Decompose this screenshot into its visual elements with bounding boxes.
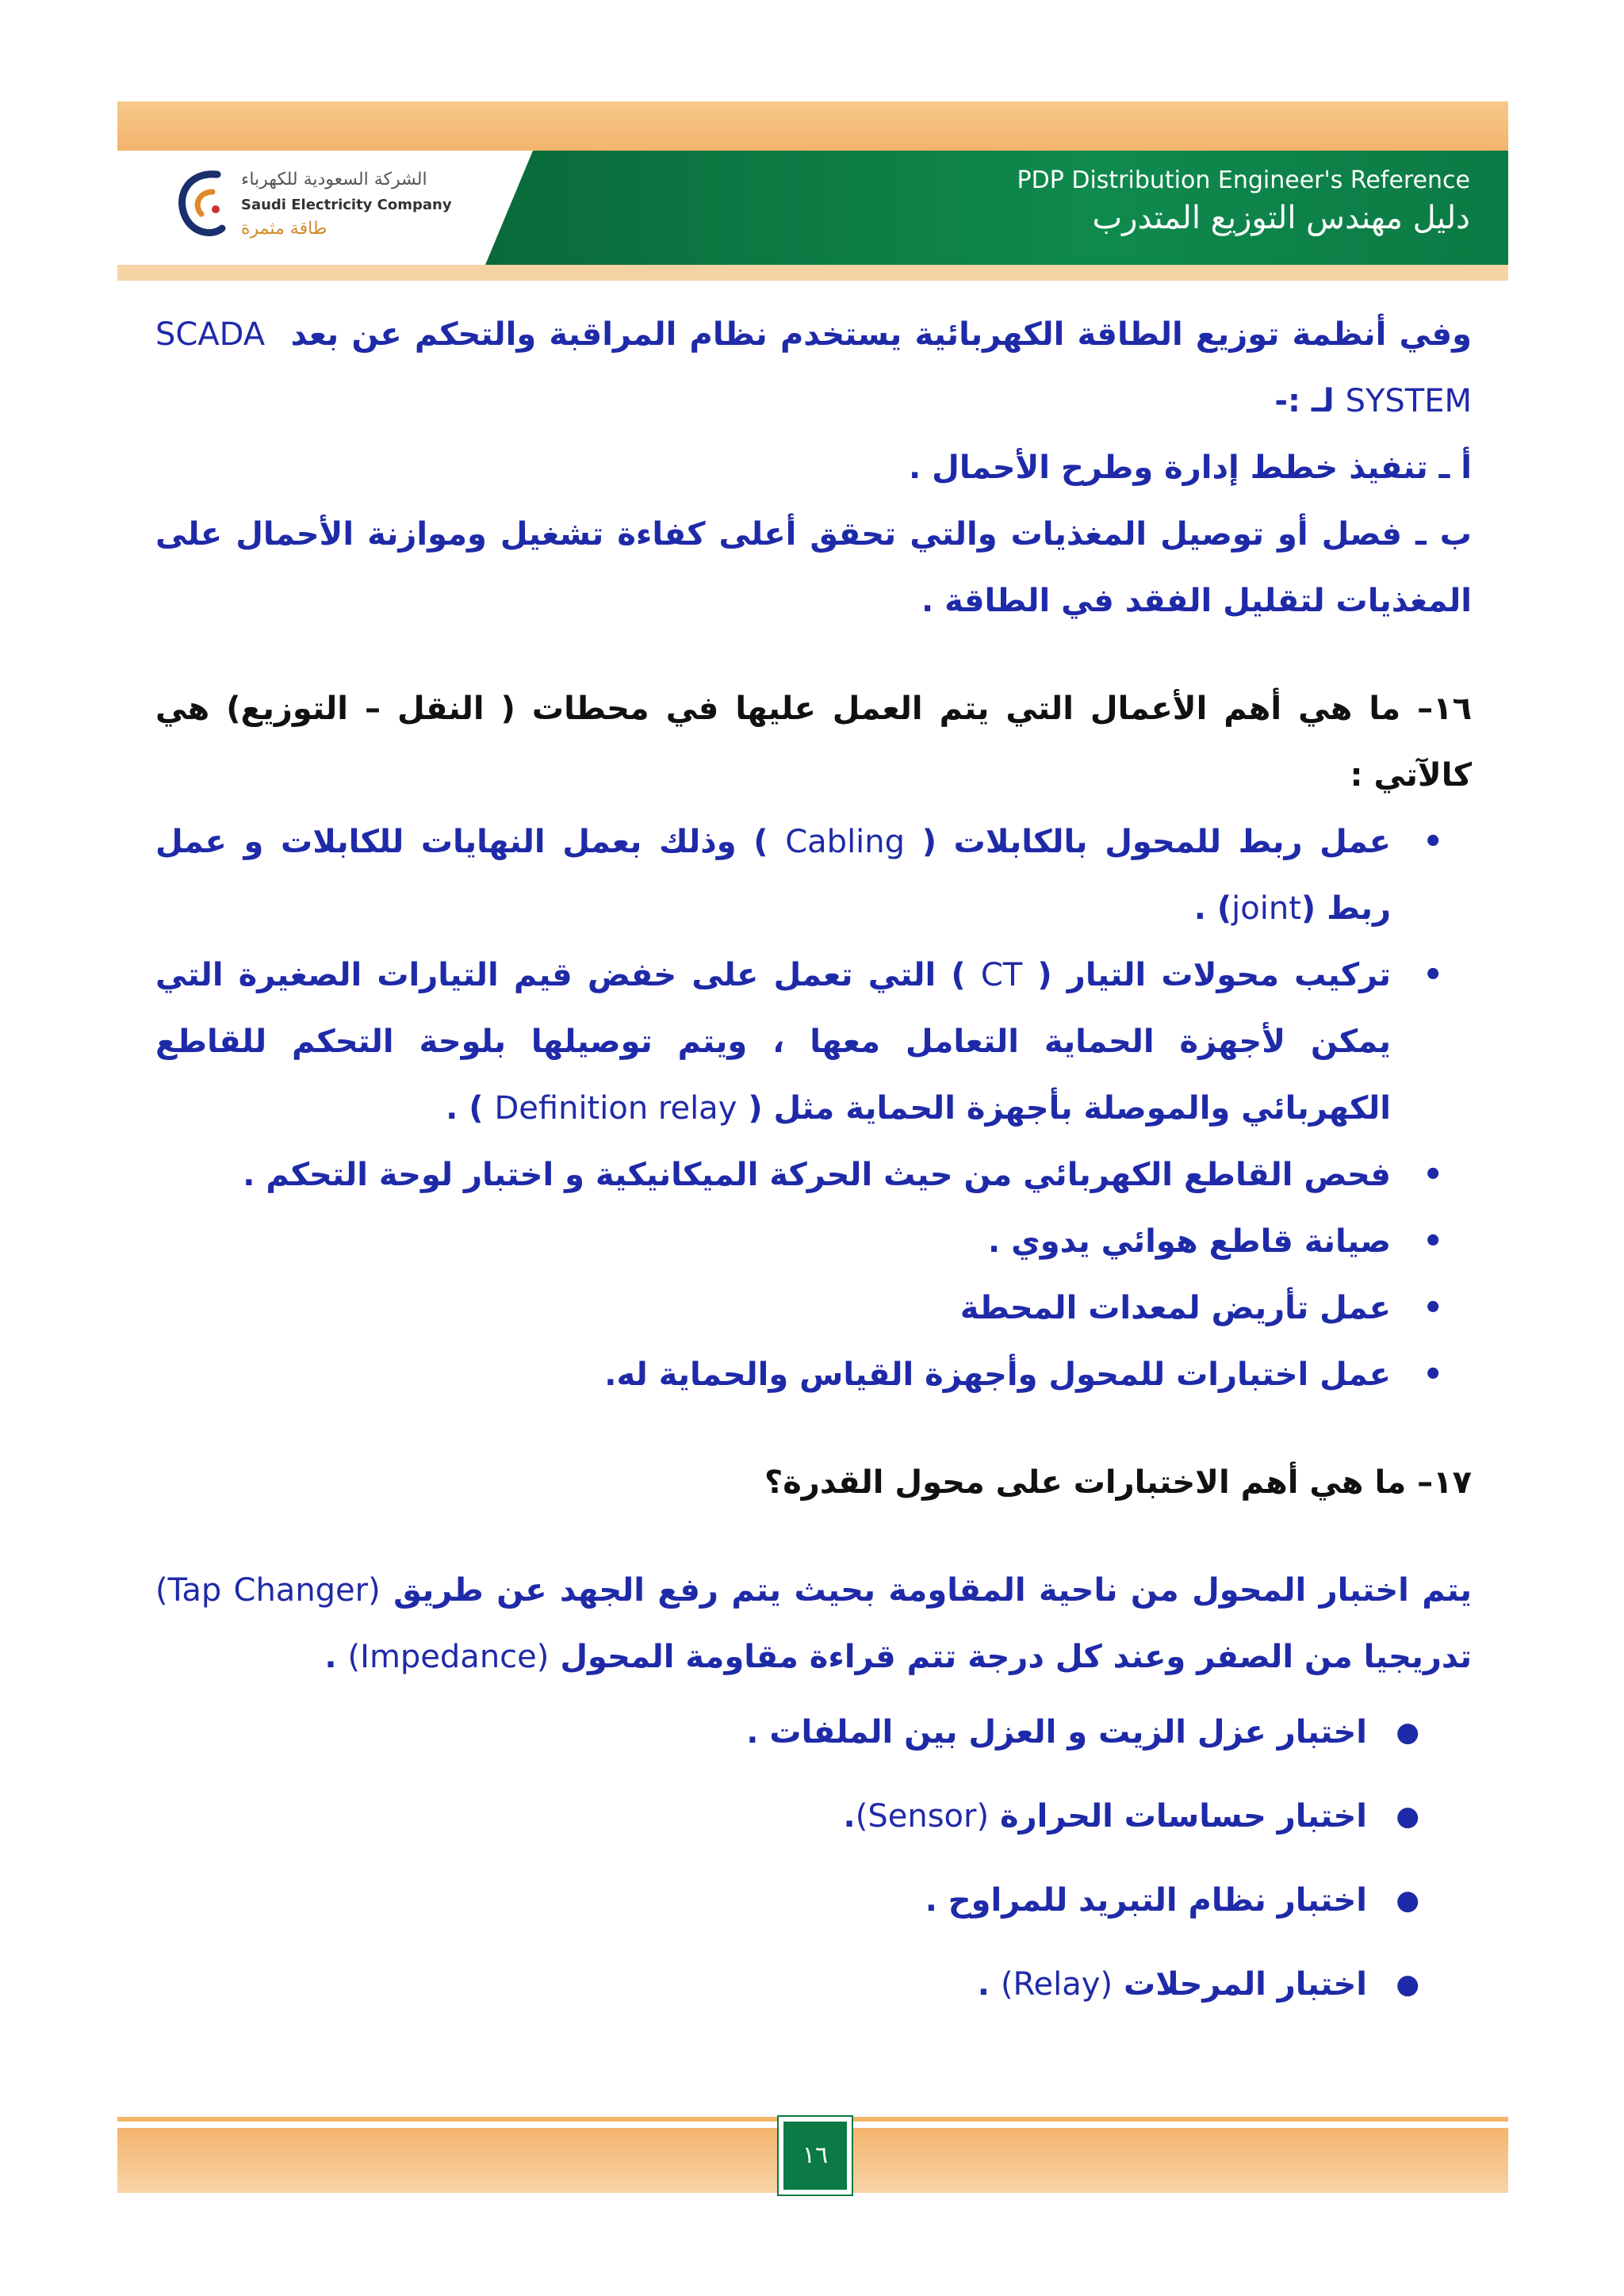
- list-item: • عمل اختبارات للمحول وأجهزة القياس والحماية له.: [155, 1341, 1443, 1408]
- list-item: • تركيب محولات التيار ( CT ) التي تعمل على خفض قيم التيارات الصغيرة التي يمكن لأجهزة الحماية التعامل معها ، ويتم توصيلها بلوحة التحكم للقاطع الكهربائي والموصلة بأجهزة الحماية مثل ( Definition relay ) .: [155, 942, 1443, 1142]
- intro-item-b: ب ـ فصل أو توصيل المغذيات والتي تحقق أعلى كفاءة تشغيل وموازنة الأحمال على المغذيات لتقليل الفقد في الطاقة .: [155, 516, 1472, 619]
- list-item: • صيانة قاطع هوائي يدوي .: [155, 1208, 1443, 1275]
- intro-item-a: أ ـ تنفيذ خطط إدارة وطرح الأحمال .: [909, 450, 1472, 486]
- list-item: • عمل ربط للمحول بالكابلات ( Cabling ) وذلك بعمل النهايات للكابلات و عمل ربط (joint) .: [155, 809, 1443, 942]
- bullet-icon: •: [1423, 1157, 1443, 1193]
- q17-paragraph: يتم اختبار المحول من ناحية المقاومة بحيث يتم رفع الجهد عن طريق (Tap Changer) تدريجيا من الصفر وعند كل درجة تتم قراءة مقاومة المحول (Impedance) .: [155, 1572, 1473, 1675]
- logo-tagline: طاقة مثمرة: [241, 219, 327, 239]
- header-top-band: [117, 101, 1508, 151]
- list-item: • عمل تأريض لمعدات المحطة: [155, 1275, 1443, 1341]
- intro-text: وفي أنظمة توزيع الطاقة الكهربائية يستخدم نظام المراقبة والتحكم عن بعد: [290, 316, 1472, 353]
- intro-scada: SCADA SYSTEM: [155, 316, 1472, 419]
- logo-english-name: Saudi Electricity Company: [241, 197, 452, 213]
- company-logo: [170, 163, 487, 258]
- page-number-box: [777, 2115, 853, 2196]
- list-item: ● اختبار نظام التبريد للمراوح .: [155, 1858, 1419, 1942]
- bullet-icon: ●: [1396, 1800, 1419, 1832]
- bullet-icon: •: [1423, 1223, 1443, 1260]
- list-item: ● اختبار المرحلات (Relay) .: [155, 1942, 1419, 2026]
- q16-list: [155, 809, 1472, 1408]
- question-16: ١٦– ما هي أهم الأعمال التي يتم العمل عليها في محطات ( النقل – التوزيع) هي كالآتي :: [155, 691, 1472, 794]
- bullet-icon: ●: [1396, 1716, 1419, 1748]
- q17-list: [155, 1690, 1472, 2026]
- header-title-arabic: دليل مهندس التوزيع المتدرب: [1092, 200, 1470, 236]
- page-content: [155, 301, 1472, 2026]
- list-item: ● اختبار عزل الزيت و العزل بين الملفات .: [155, 1690, 1419, 1774]
- logo-arabic-name: الشركة السعودية للكهرباء: [241, 170, 427, 189]
- bullet-icon: •: [1423, 1357, 1443, 1393]
- bullet-icon: ●: [1396, 1969, 1419, 2000]
- logo-mark-icon: [170, 163, 230, 251]
- bullet-icon: •: [1423, 957, 1443, 993]
- bullet-icon: •: [1423, 1290, 1443, 1326]
- page-number: ١٦: [783, 2122, 847, 2190]
- bullet-icon: ●: [1396, 1885, 1419, 1916]
- list-item: ● اختبار حساسات الحرارة (Sensor).: [155, 1774, 1419, 1858]
- bullet-icon: •: [1423, 824, 1443, 860]
- header-bottom-band: [117, 265, 1508, 281]
- question-17: ١٧– ما هي أهم الاختبارات على محول القدرة؟: [764, 1464, 1472, 1501]
- intro-paragraph: [155, 301, 1472, 434]
- intro-tail: لـ :-: [1274, 383, 1335, 419]
- list-item: • فحص القاطع الكهربائي من حيث الحركة الميكانيكية و اختبار لوحة التحكم .: [155, 1142, 1443, 1208]
- page-header: [117, 101, 1508, 281]
- header-title-english: PDP Distribution Engineer's Reference: [1017, 166, 1470, 194]
